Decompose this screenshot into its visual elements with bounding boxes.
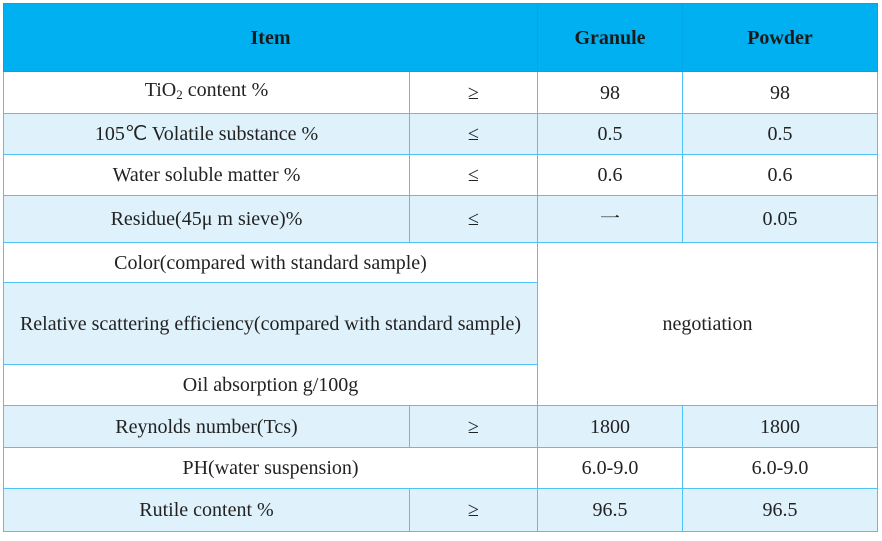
row-item: Reynolds number(Tcs) <box>4 406 410 448</box>
header-powder: Powder <box>683 4 878 72</box>
row-operator: ≥ <box>410 489 538 532</box>
table-row <box>4 72 878 114</box>
table-row <box>4 406 878 448</box>
negotiation-cell: negotiation <box>538 243 878 406</box>
row-granule: 1800 <box>538 406 683 448</box>
table-row <box>4 155 878 196</box>
row-granule: 6.0-9.0 <box>538 448 683 489</box>
row-operator: ≤ <box>410 155 538 196</box>
header-granule: Granule <box>538 4 683 72</box>
row-operator: ≤ <box>410 196 538 243</box>
table-header-row <box>4 4 878 72</box>
table-row <box>4 489 878 532</box>
row-granule: 98 <box>538 72 683 114</box>
row-granule: 0.6 <box>538 155 683 196</box>
row-powder: 0.5 <box>683 114 878 155</box>
row-operator: ≤ <box>410 114 538 155</box>
row-item: Oil absorption g/100g <box>4 365 538 406</box>
row-granule: 0.5 <box>538 114 683 155</box>
row-powder: 0.05 <box>683 196 878 243</box>
row-operator: ≥ <box>410 406 538 448</box>
row-item: PH(water suspension) <box>4 448 538 489</box>
row-operator: ≥ <box>410 72 538 114</box>
row-powder: 98 <box>683 72 878 114</box>
row-granule: 96.5 <box>538 489 683 532</box>
table-row <box>4 448 878 489</box>
row-powder: 96.5 <box>683 489 878 532</box>
row-item: Rutile content % <box>4 489 410 532</box>
table-row <box>4 196 878 243</box>
spec-table <box>3 3 878 532</box>
header-item: Item <box>4 4 538 72</box>
table-row <box>4 243 878 283</box>
row-item: Residue(45μ m sieve)% <box>4 196 410 243</box>
row-item: TiO$_2$ content % <box>4 72 410 114</box>
row-powder: 1800 <box>683 406 878 448</box>
row-item: Color(compared with standard sample) <box>4 243 538 283</box>
row-powder: 0.6 <box>683 155 878 196</box>
table-row <box>4 114 878 155</box>
row-item: Water soluble matter % <box>4 155 410 196</box>
row-item: 105℃ Volatile substance % <box>4 114 410 155</box>
row-granule: 一 <box>538 196 683 243</box>
row-powder: 6.0-9.0 <box>683 448 878 489</box>
row-item: Relative scattering efficiency(compared with standard sample) <box>4 283 538 365</box>
